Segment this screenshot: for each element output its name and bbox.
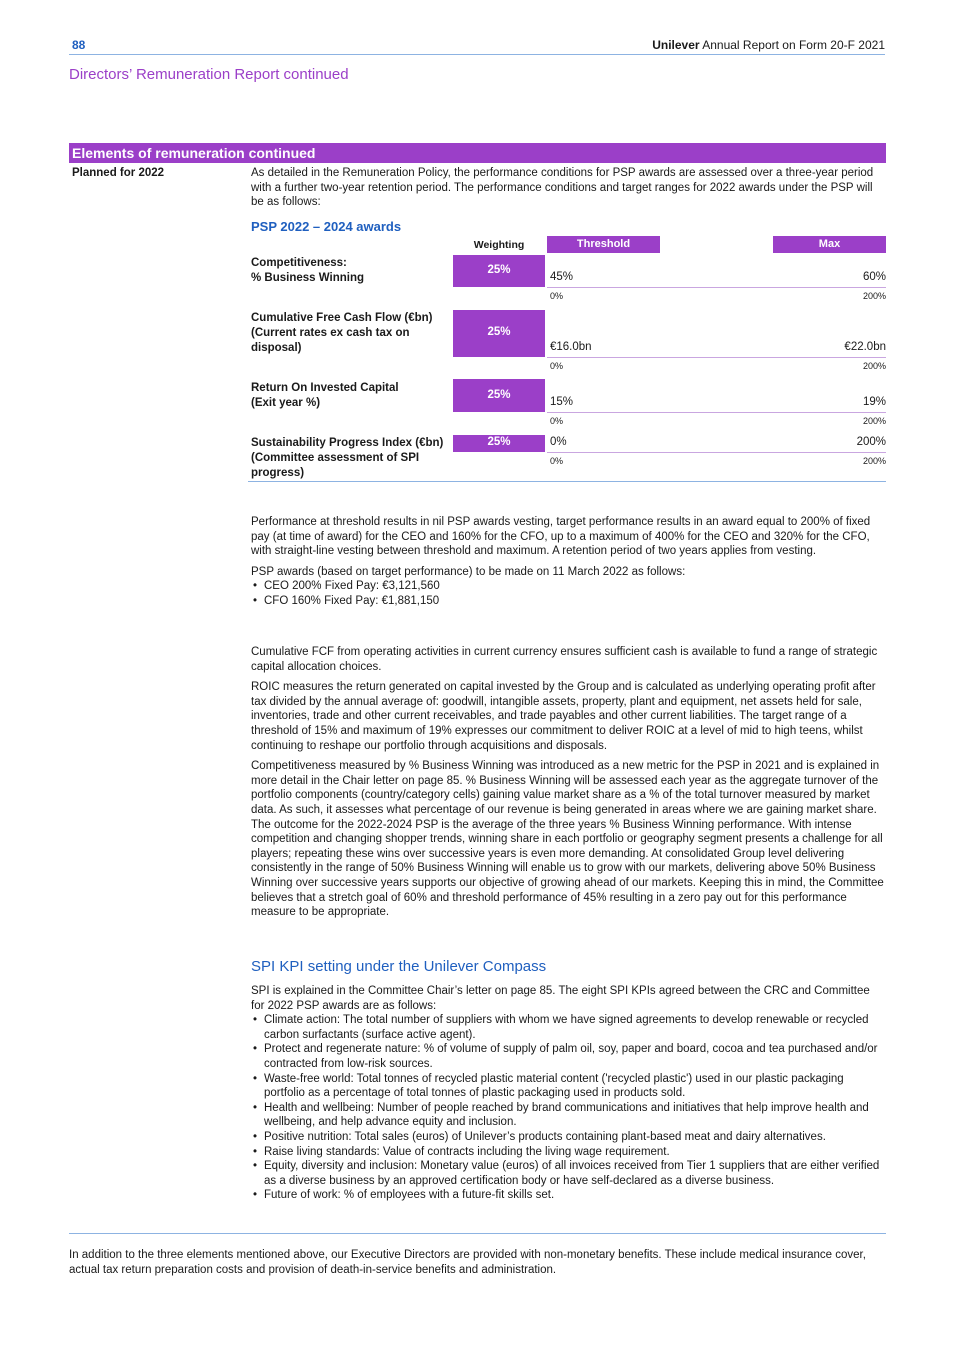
row-label-line: (Exit year %) bbox=[251, 397, 321, 409]
awards-paragraph: PSP awards (based on target performance) to be made on 11 March 2022 as follows: bbox=[251, 565, 686, 578]
max-vesting: 200% bbox=[862, 361, 886, 371]
planned-label: Planned for 2022 bbox=[72, 167, 165, 179]
row-label-line: Competitiveness: bbox=[251, 257, 347, 269]
list-item: • Waste-free world: Total tonnes of recycled plastic material content ('recycled plastic') used in our plastic packaging portfolio as a percentage of total tonnes of plastic packaging used in products sold. bbox=[251, 1072, 886, 1101]
list-item: • Positive nutrition: Total sales (euros) of Unilever’s products containing plant-based meat and dairy alternatives. bbox=[251, 1130, 886, 1145]
weighting-header: Weighting bbox=[473, 239, 525, 251]
row-label-line: disposal) bbox=[251, 342, 302, 354]
list-item: • Future of work: % of employees with a future-fit skills set. bbox=[251, 1188, 886, 1203]
max-value: €22.0bn bbox=[844, 341, 886, 353]
fcf-paragraph: Cumulative FCF from operating activities in current currency ensures sufficient cash is available to fund a range of strategic capital allocation choices. bbox=[251, 646, 878, 673]
threshold-vesting: 0% bbox=[550, 291, 564, 301]
list-item: • CFO 160% Fixed Pay: €1,881,150 bbox=[251, 594, 886, 609]
roic-paragraph: ROIC measures the return generated on capital invested by the Group and is calculated as underlying operating profit after tax divided by the annual average of: goodwill, intangible assets, property, plant and equipment, net assets held for sale, inventories, trade and other current receivables, and trade payables and other current liabilities. The target range of a threshold of 15% and maximum of 19% expresses our commitment to deliver ROIC at a level of mid to high teens, whilst continuing to reshape our portfolio through acquisitions and disposals. bbox=[251, 681, 876, 752]
row-label-line: Return On Invested Capital bbox=[251, 382, 399, 394]
range-divider bbox=[547, 412, 886, 413]
row-label-line: % Business Winning bbox=[251, 272, 364, 284]
awards-list bbox=[251, 579, 886, 608]
threshold-vesting: 0% bbox=[550, 456, 564, 466]
list-item: • Climate action: The total number of suppliers with whom we have signed agreements to develop renewable or recycled carbon surfactants (surface active agent). bbox=[251, 1013, 886, 1042]
threshold-value: 15% bbox=[550, 396, 574, 408]
row-label bbox=[251, 436, 451, 481]
row-label bbox=[251, 381, 451, 411]
spi-list bbox=[251, 1013, 886, 1203]
max-vesting: 200% bbox=[862, 416, 886, 426]
max-value: 19% bbox=[862, 396, 886, 408]
spi-heading: SPI KPI setting under the Unilever Compass bbox=[251, 958, 547, 975]
psp-table-title: PSP 2022 – 2024 awards bbox=[251, 219, 402, 234]
threshold-paragraph: Performance at threshold results in nil PSP awards vesting, target performance results in an award equal to 200% of fixed pay (at time of award) for the CEO and 160% for the CFO, up to a maximum of 400% for the CEO and 320% for the CFO, with straight-line vesting between threshold and maximum. A retention period of two years applies from vesting. bbox=[251, 516, 871, 558]
threshold-vesting: 0% bbox=[550, 416, 564, 426]
report-title: Annual Report on Form 20-F 2021 bbox=[702, 38, 885, 52]
list-item: • Equity, diversity and inclusion: Monetary value (euros) of all invoices received from Tier 1 suppliers that are either verified as a diverse business by an approved certification body or have self-declared as a diverse business. bbox=[251, 1159, 886, 1188]
row-label-line: Sustainability Progress Index (€bn) bbox=[251, 437, 444, 449]
list-item: • CEO 200% Fixed Pay: €3,121,560 bbox=[251, 579, 886, 594]
row-label bbox=[251, 311, 451, 356]
spi-paragraph: SPI is explained in the Committee Chair’s letter on page 85. The eight SPI KPIs agreed between the CRC and Committee for 2022 PSP awards are as follows: bbox=[251, 985, 870, 1012]
threshold-value: 0% bbox=[550, 436, 567, 448]
section-subtitle: Directors’ Remuneration Report continued bbox=[69, 66, 349, 83]
max-value: 60% bbox=[862, 271, 886, 283]
weighting-value: 25% bbox=[453, 435, 545, 452]
list-item: • Health and wellbeing: Number of people reached by brand communications and initiatives that help improve health and wellbeing, and help advance equity and inclusion. bbox=[251, 1101, 886, 1130]
range-divider bbox=[547, 287, 886, 288]
threshold-header: Threshold bbox=[547, 236, 660, 253]
table-divider bbox=[248, 481, 886, 482]
list-item: • Raise living standards: Value of contracts including the living wage requirement. bbox=[251, 1145, 886, 1160]
row-label-line: (Committee assessment of SPI bbox=[251, 452, 420, 464]
list-item: • Protect and regenerate nature: % of volume of supply of palm oil, soy, paper and board, cocoa and tea purchased and/or contracted from low-risk sources. bbox=[251, 1042, 886, 1071]
body-text-block bbox=[251, 645, 886, 926]
body-text-block bbox=[251, 515, 886, 609]
max-vesting: 200% bbox=[862, 456, 886, 466]
max-value: 200% bbox=[856, 436, 886, 448]
weighting-value: 25% bbox=[453, 310, 545, 357]
intro-paragraph: As detailed in the Remuneration Policy, the performance conditions for PSP awards are assessed over a three-year period with a further two-year retention period. The performance conditions and target ranges for 2022 awards under the PSP will be as follows: bbox=[251, 167, 874, 209]
section-divider bbox=[69, 1233, 886, 1234]
row-label-line: (Current rates ex cash tax on bbox=[251, 327, 410, 339]
threshold-vesting: 0% bbox=[550, 361, 564, 371]
brand-name: Unilever bbox=[652, 38, 700, 52]
threshold-value: 45% bbox=[550, 271, 574, 283]
competitiveness-paragraph: Competitiveness measured by % Business Winning was introduced as a new metric for the PSP in 2021 and is explained in more detail in the Chair letter on page 85. % Business Winning will be assessed each year as the aggregate turnover of the portfolio components (country/category cells) gaining value market share as a % of the total turnover measured by market data. As such, it assesses what percentage of our revenue is being generated in areas where we are gaining market share. The outcome for the 2022-2024 PSP is the average of the three years % Business Winning performance. With intense competition and changing shopper trends, winning share in each portfolio or geography segment presents a challenge for all players; repeating these wins over successive years is even more demanding. At consolidated Group level delivering consistently in the range of 50% Business Winning will enable us to grow with our markets, delivering above 50% Business Winning over successive years supports our objective of growing ahead of our markets. Keeping this in mind, the Committee believes that a stretch goal of 60% and threshold performance of 45% resulting in a zero pay out for this performance measure to be appropriate. bbox=[251, 760, 884, 919]
range-divider bbox=[547, 357, 886, 358]
row-label bbox=[251, 256, 451, 286]
weighting-value: 25% bbox=[453, 255, 545, 287]
spi-block bbox=[251, 984, 886, 1203]
page-number: 88 bbox=[72, 38, 86, 52]
threshold-value: €16.0bn bbox=[550, 341, 592, 353]
max-header: Max bbox=[773, 236, 886, 253]
weighting-value: 25% bbox=[453, 379, 545, 412]
row-label-line: Cumulative Free Cash Flow (€bn) bbox=[251, 312, 433, 324]
range-divider bbox=[547, 452, 886, 453]
header-divider bbox=[69, 54, 885, 55]
report-header bbox=[652, 38, 885, 52]
max-vesting: 200% bbox=[862, 291, 886, 301]
row-label-line: progress) bbox=[251, 467, 305, 479]
footer-note: In addition to the three elements mentioned above, our Executive Directors are provided with non-monetary benefits. These include medical insurance cover, actual tax return preparation costs and provision of death-in-service benefits and administration. bbox=[69, 1249, 866, 1276]
section-band-title: Elements of remuneration continued bbox=[69, 143, 886, 163]
